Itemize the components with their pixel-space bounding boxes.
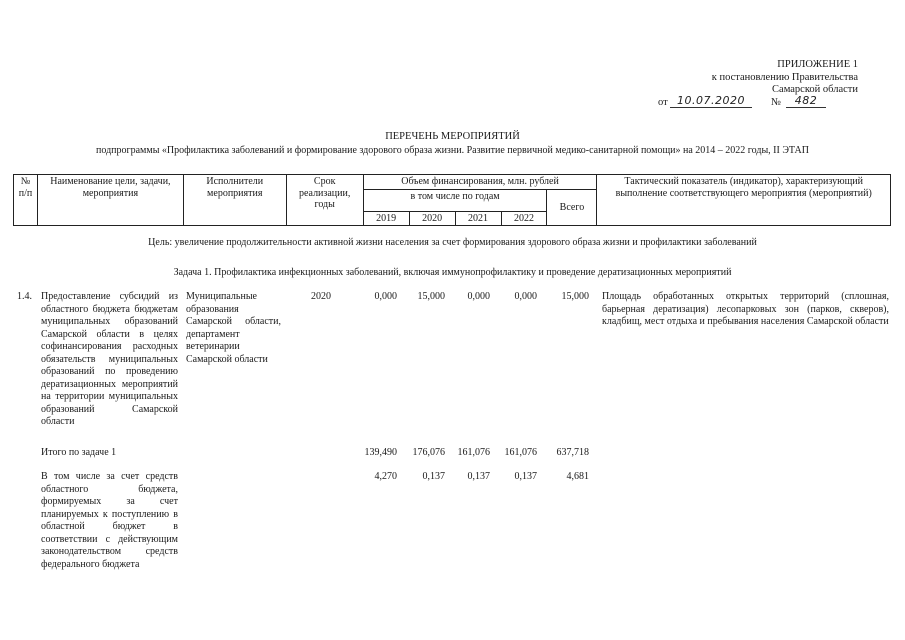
row-value-2021: 0,137: [467, 471, 490, 482]
appendix-line-region: Самарской области: [772, 84, 858, 95]
header-by-years: в том числе по годам: [363, 189, 547, 211]
header-year-2022: 2022: [501, 211, 547, 226]
row-number: 1.4.: [17, 291, 32, 302]
row-name: В том числе за счет средств областного бюджета, формируемых за счет планируемых к поступлению в областной бюджет в соответствии с действующим законодательством средств федерального бюджета: [41, 471, 178, 570]
appendix-block: [658, 59, 858, 111]
header-indicator: Тактический показатель (индикатор), характеризующий выполнение соответствующего мероприятия (мероприятий): [597, 175, 891, 226]
table-header: [13, 174, 891, 226]
row-term: 2020: [311, 291, 331, 302]
header-name: Наименование цели, задачи, мероприятия: [37, 175, 183, 226]
appendix-line-decree: к постановлению Правительства: [711, 71, 858, 83]
task-line: Задача 1. Профилактика инфекционных заболеваний, включая иммунопрофилактику и проведение дератизационных мероприятий: [173, 267, 732, 278]
row-name: Предоставление субсидий из областного бюджета бюджетам муниципальных образований Самарской области в целях софинансирования расходных обязательств муниципальных образований по проведению дератизационных мероприятий на территории муниципальных образований Самарской области: [41, 291, 178, 427]
row-indicator: Площадь обработанных открытых территорий (сплошная, барьерная дератизация) лесопарковых зон (парков, скверов), кладбищ, мест отдыха и пребывания населения Самарской области: [602, 291, 889, 327]
document-title: ПЕРЕЧЕНЬ МЕРОПРИЯТИЙ: [385, 131, 520, 142]
row-total: 15,000: [561, 291, 589, 302]
header-funding: Объем финансирования, млн. рублей: [363, 175, 597, 190]
header-year-2021: 2021: [455, 211, 501, 226]
header-num: № п/п: [14, 175, 38, 226]
appendix-from-label: от: [658, 96, 668, 108]
appendix-number-sign: №: [771, 96, 782, 108]
header-total: Всего: [547, 189, 597, 226]
row-value-2021: 161,076: [457, 447, 490, 458]
appendix-title: ПРИЛОЖЕНИЕ 1: [777, 59, 858, 70]
row-value-2019: 139,490: [364, 447, 397, 458]
row-value-2020: 176,076: [412, 447, 445, 458]
appendix-date-line: [658, 93, 858, 111]
header-year-2020: 2020: [409, 211, 455, 226]
header-executors: Исполнители мероприятия: [183, 175, 286, 226]
header-year-2019: 2019: [363, 211, 409, 226]
row-name: Итого по задаче 1: [41, 447, 117, 458]
row-value-2020: 15,000: [417, 291, 445, 302]
goal-line: Цель: увеличение продолжительности активной жизни населения за счет формирования здорового образа жизни и профилактики заболеваний: [148, 237, 757, 248]
row-value-2022: 161,076: [504, 447, 537, 458]
appendix-number: 482: [786, 95, 826, 109]
header-term: Срок реализации, годы: [286, 175, 363, 226]
row-value-2022: 0,137: [514, 471, 537, 482]
row-value-2019: 4,270: [374, 471, 397, 482]
document-subtitle: подпрограммы «Профилактика заболеваний и формирование здорового образа жизни. Развитие первичной медико-санитарной помощи» на 2014 – 2022 годы, II ЭТАП: [96, 145, 809, 156]
row-value-2020: 0,137: [422, 471, 445, 482]
row-value-2021: 0,000: [467, 291, 490, 302]
row-total: 637,718: [556, 447, 589, 458]
row-executors: Муниципальные образования Самарской области, департамент ветеринарии Самарской области: [186, 291, 281, 365]
appendix-date: 10.07.2020: [670, 95, 752, 109]
row-value-2019: 0,000: [374, 291, 397, 302]
row-value-2022: 0,000: [514, 291, 537, 302]
row-total: 4,681: [566, 471, 589, 482]
